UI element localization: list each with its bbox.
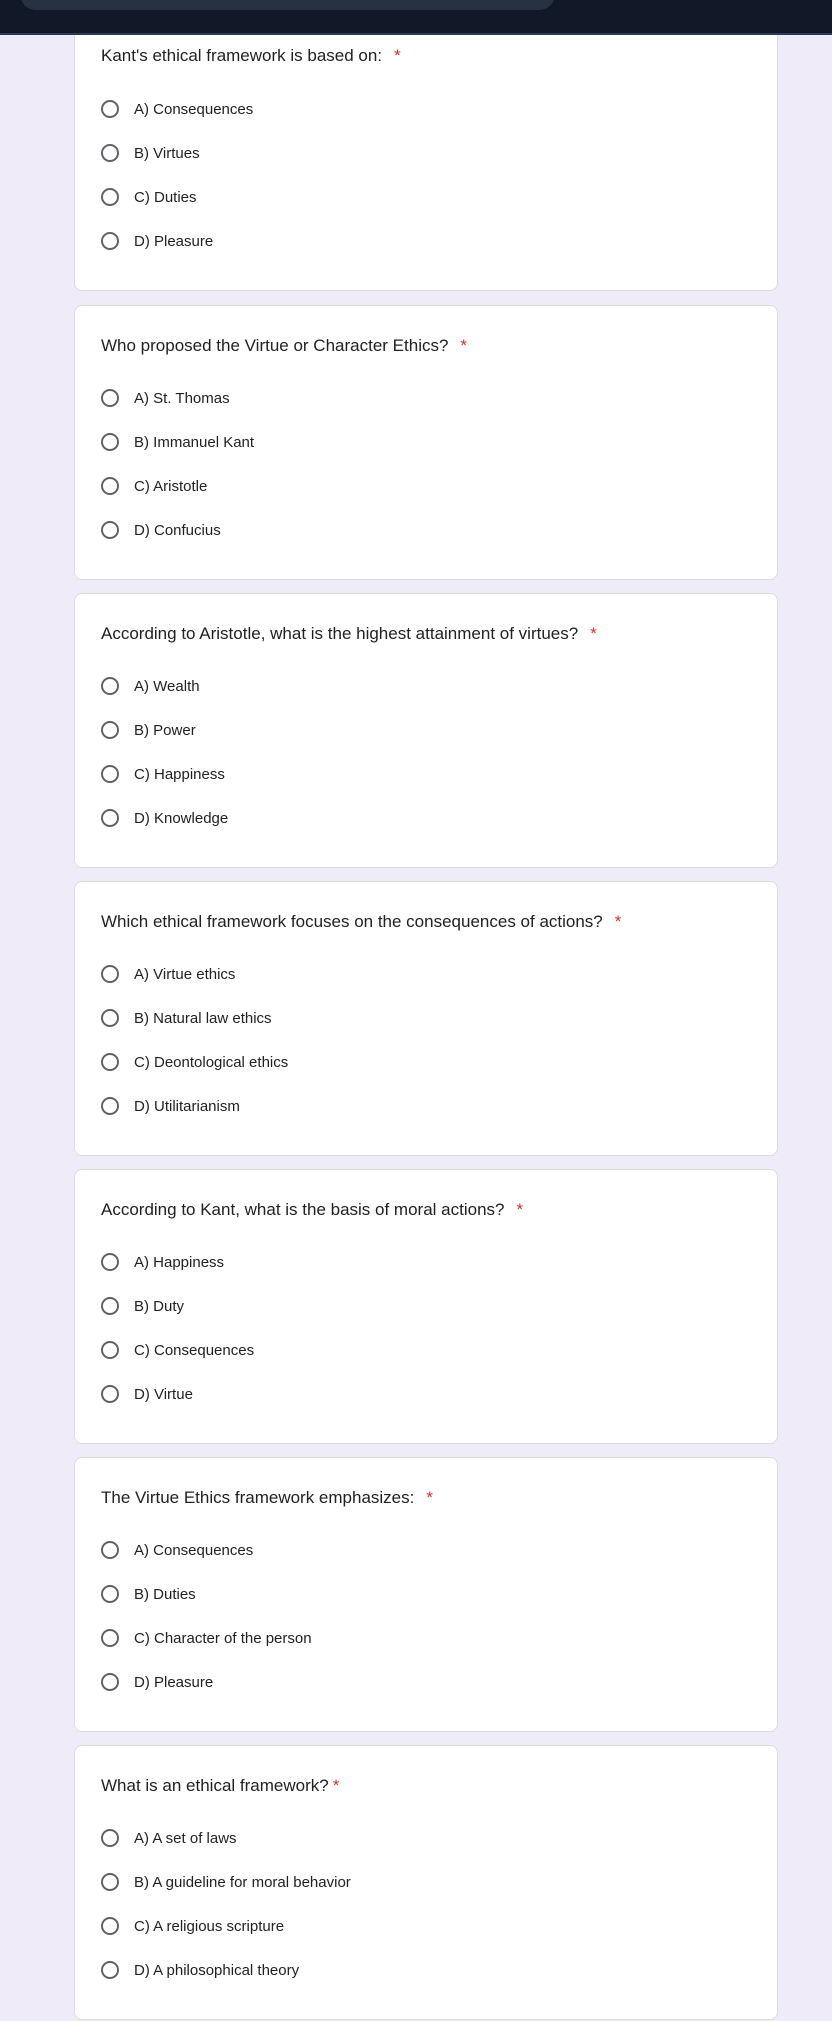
question-text: Kant's ethical framework is based on: [101, 46, 383, 65]
radio-circle-icon[interactable] [101, 232, 119, 250]
radio-circle-icon[interactable] [101, 1629, 119, 1647]
required-asterisk: * [332, 1776, 340, 1795]
option-radio[interactable] [101, 805, 228, 831]
question-text: According to Aristotle, what is the highest attainment of virtues? [101, 624, 579, 643]
option-radio[interactable] [101, 673, 200, 699]
option-label: B) A guideline for moral behavior [134, 1873, 351, 1891]
question-title [101, 1199, 523, 1221]
radio-circle-icon[interactable] [101, 1297, 119, 1315]
radio-circle-icon[interactable] [101, 1673, 119, 1691]
question-title [101, 623, 597, 645]
radio-circle-icon[interactable] [101, 1385, 119, 1403]
option-radio[interactable] [101, 1825, 237, 1851]
option-radio[interactable] [101, 1249, 224, 1275]
radio-circle-icon[interactable] [101, 144, 119, 162]
option-label: C) Aristotle [134, 477, 208, 495]
option-label: B) Natural law ethics [134, 1009, 272, 1027]
radio-circle-icon[interactable] [101, 477, 119, 495]
radio-circle-icon[interactable] [101, 809, 119, 827]
radio-circle-icon[interactable] [101, 765, 119, 783]
option-label: D) Virtue [134, 1385, 193, 1403]
question-card-1 [74, 35, 778, 291]
option-label: D) A philosophical theory [134, 1961, 300, 1979]
option-label: D) Confucius [134, 521, 221, 539]
option-radio[interactable] [101, 1625, 312, 1651]
radio-circle-icon[interactable] [101, 1917, 119, 1935]
radio-circle-icon[interactable] [101, 389, 119, 407]
option-radio[interactable] [101, 228, 213, 254]
top-bar-pill [20, 0, 555, 10]
option-label: C) Character of the person [134, 1629, 312, 1647]
radio-circle-icon[interactable] [101, 965, 119, 983]
radio-circle-icon[interactable] [101, 721, 119, 739]
radio-circle-icon[interactable] [101, 1961, 119, 1979]
question-text: What is an ethical framework? [101, 1776, 329, 1795]
radio-circle-icon[interactable] [101, 433, 119, 451]
option-label: D) Pleasure [134, 1673, 214, 1691]
question-card-3 [74, 593, 778, 868]
option-label: B) Power [134, 721, 196, 739]
question-text: The Virtue Ethics framework emphasizes: [101, 1488, 415, 1507]
option-radio[interactable] [101, 761, 225, 787]
required-asterisk: * [590, 624, 597, 643]
option-radio[interactable] [101, 1537, 253, 1563]
required-asterisk: * [460, 336, 468, 355]
option-label: C) Happiness [134, 765, 225, 783]
option-radio[interactable] [101, 385, 230, 411]
question-title [101, 45, 401, 67]
question-text: Who proposed the Virtue or Character Ethics? [101, 336, 449, 355]
option-label: D) Pleasure [134, 232, 214, 250]
top-app-bar [0, 0, 832, 35]
radio-circle-icon[interactable] [101, 1585, 119, 1603]
question-title [101, 1487, 433, 1509]
radio-circle-icon[interactable] [101, 1097, 119, 1115]
required-asterisk: * [614, 912, 622, 931]
option-radio[interactable] [101, 1957, 299, 1983]
question-title [101, 911, 621, 933]
option-radio[interactable] [101, 1005, 272, 1031]
required-asterisk: * [426, 1488, 433, 1507]
option-radio[interactable] [101, 717, 196, 743]
option-label: B) Duties [134, 1585, 196, 1603]
radio-circle-icon[interactable] [101, 1253, 119, 1271]
option-label: A) Consequences [134, 100, 254, 118]
option-radio[interactable] [101, 140, 200, 166]
option-label: B) Virtues [134, 144, 200, 162]
option-radio[interactable] [101, 1093, 240, 1119]
option-label: C) Deontological ethics [134, 1053, 289, 1071]
radio-circle-icon[interactable] [101, 100, 119, 118]
option-label: C) Consequences [134, 1341, 255, 1359]
option-radio[interactable] [101, 1381, 193, 1407]
question-text: Which ethical framework focuses on the consequences of actions? [101, 912, 603, 931]
option-label: D) Utilitarianism [134, 1097, 240, 1115]
radio-circle-icon[interactable] [101, 1541, 119, 1559]
question-title [101, 1775, 339, 1797]
option-label: C) Duties [134, 188, 197, 206]
required-asterisk: * [394, 46, 401, 65]
question-title [101, 335, 467, 357]
option-label: A) Virtue ethics [134, 965, 236, 983]
radio-circle-icon[interactable] [101, 1053, 119, 1071]
option-radio[interactable] [101, 1669, 213, 1695]
radio-circle-icon[interactable] [101, 677, 119, 695]
option-radio[interactable] [101, 1337, 254, 1363]
option-radio[interactable] [101, 1581, 196, 1607]
option-label: B) Immanuel Kant [134, 433, 255, 451]
option-radio[interactable] [101, 1913, 284, 1939]
option-radio[interactable] [101, 1869, 351, 1895]
option-radio[interactable] [101, 1293, 184, 1319]
question-card-7 [74, 1745, 778, 2020]
question-card-6 [74, 1457, 778, 1732]
option-radio[interactable] [101, 961, 235, 987]
radio-circle-icon[interactable] [101, 1009, 119, 1027]
option-label: A) Consequences [134, 1541, 254, 1559]
question-card-4 [74, 881, 778, 1156]
question-card-2 [74, 305, 778, 580]
option-label: B) Duty [134, 1297, 185, 1315]
radio-circle-icon[interactable] [101, 521, 119, 539]
option-label: A) St. Thomas [134, 389, 230, 407]
option-radio[interactable] [101, 184, 197, 210]
option-label: A) Wealth [134, 677, 200, 695]
option-label: C) A religious scripture [134, 1917, 285, 1935]
radio-circle-icon[interactable] [101, 1341, 119, 1359]
option-radio[interactable] [101, 517, 221, 543]
question-card-5 [74, 1169, 778, 1444]
radio-circle-icon[interactable] [101, 1873, 119, 1891]
option-radio[interactable] [101, 96, 253, 122]
option-radio[interactable] [101, 1049, 288, 1075]
option-label: A) A set of laws [134, 1829, 237, 1847]
radio-circle-icon[interactable] [101, 1829, 119, 1847]
question-text: According to Kant, what is the basis of moral actions? [101, 1200, 505, 1219]
option-label: D) Knowledge [134, 809, 229, 827]
option-radio[interactable] [101, 429, 254, 455]
option-radio[interactable] [101, 473, 207, 499]
radio-circle-icon[interactable] [101, 188, 119, 206]
option-label: A) Happiness [134, 1253, 225, 1271]
required-asterisk: * [516, 1200, 524, 1219]
